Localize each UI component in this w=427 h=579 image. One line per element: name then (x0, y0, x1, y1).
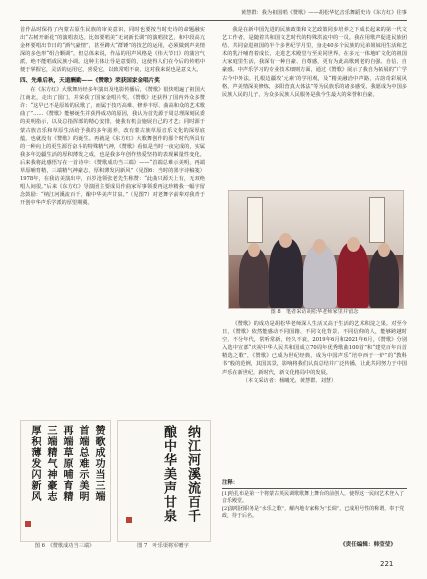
footnotes (222, 480, 407, 520)
wall-scroll-right (369, 197, 385, 243)
responsible-editor: 《责任编辑：韩莹莹》 (340, 542, 396, 548)
right-paragraph-1: 我是在新中国先进的民族政策和文艺政策同步培养之下成长起来的第一代文艺工作者，是随着共和国文艺时代的特殊洪流中的一员。我在用歌声促进民族团结、共同奋进祖国的半个多世纪学月里，身走40多个民族的兄弟姐妹用生活和艺术的乳汁哺育着成长，走进艺术殿堂与至美同世界。在多元一体地旷文化的祖国大家庭里生活，我深有一种自豪、自尊感，更有为此高歌到老的自强、自信、自豪感。中声乐学习的专业技术细则方面，通过《赞歌》展示了我自为拓展的“广学古今中外法，扎根边疆攻‘元素’的学用观，及“精美融洽中声路，古韵奇彩展风格，声美情深美修炼，多阳营真大体法”等为民族乐的诸多感受。我愿成为中国多民族人民的儿子，为众多民族人民服务是我今生最大的荣誉和自豪。 (222, 27, 407, 98)
red-seal-stamp (126, 517, 132, 523)
person-4-head (347, 237, 360, 252)
footnote-1: [1]哈扎布是第一个将蒙古英民调歌歌舞上舞台的前创人，使得这一民间艺术登入了音乐殿堂。 (222, 491, 405, 505)
footnotes-title: 注释： (222, 480, 239, 486)
person-3-head (313, 239, 326, 254)
person-5 (369, 248, 399, 308)
calligraphy-6-col-4: 三端精气神豪志 (45, 425, 56, 502)
person-2 (269, 238, 303, 308)
person-1-head (248, 243, 260, 257)
figure-6-calligraphy (20, 420, 111, 542)
calligraphy-6-col-1: 赞歌成功当三端 (93, 425, 104, 502)
calligraphy-6-col-2: 首端总难示美明 (77, 425, 88, 502)
footnote-2: [2]演唱团职务是“水乐之歌”，解内地专家称为“长调”，已成用号性的称谓，奉于党政，待于后名。 (222, 505, 405, 519)
left-column (20, 26, 205, 207)
right-column-continued (222, 320, 407, 385)
figure-6-caption: 图 6 《赞歌成功当三端》 (34, 543, 95, 549)
person-5-head (378, 243, 390, 257)
red-seal-stamp (25, 521, 31, 527)
right-paragraph-2: 《赞歌》的成功是胡松华老师深人生活又高于生活的艺术积淀之果。对至今日，《赞歌》依然能感动不同国籍、不同文化背景、不同信仰的人，能够跨越时空、不分年代，常听常新，经久不衰。2019年6月和2021年6月，《赞歌》分别入选中宣部“庆祝中华人民共和国成立70周年优秀歌曲100首”和“建党百年百首精选之歌”，《赞歌》已成为世纪经典，成为中国声乐“培中西于一炉”的“教科书”般的范例，其国其景，影响将我们认真总结并广泛传播，让此共同努力于中国声乐在新世纪，新时代，新文化格局中的发展。 (222, 321, 407, 376)
left-paragraph-2: 在《东方红》大歌舞历经多年演出及电影传播后，《赞歌》很快唱遍了祖国大江南北，走出了国门，并荣获了国家金唱片奖。《赞歌》还获得了国内外众多赞许：“这早已不是原始的民歌了，而属于技巧高难、修养丰厚、曲高和众的艺术歌曲了”……《赞歌》能够诞生并获得成功的原因，我认为首先源于周总理深刻民委的美明指示，以及总指挥部的精心安排，使我有机会施展自己的才艺；同时源于蒙古族音乐和草原生活给予我的多年滋养，改有蒙古族草原音乐文化的深厚底蕴，也就没有《赞歌》的诞生。再就是《东方红》大歌舞创作的那个时代所具有的一种向上的更生源吾奋斗的特殊精气神，《赞歌》看似是当时一夜完成的，实属我多年边疆生活的厚积薄发之成，也是我多年创作热爱坚持的表现累量性变化。后来我将此感悟写在一首诗中：《赞歌成功当三端》——“首端总难示美明，再端草原哺育精，三端精气神豪志，厚积薄发闪新风”（见图6：当时的墨字诗稿笺）1978年，在我访美演出中，百岁沧领张老先生称赞：“此曲只源天上有，无双绝唱人间很。”后来《东方红》导演团主要成员作曲家军事领委再这珍精我一幅字留念鼓励：“纳江河溪流百千，酿中华美声甘泉。”（见图7）对老舞字前辈对我青于开创中华声乐学派的厚望期冀。 (20, 87, 205, 207)
figure-8-photo (228, 190, 404, 309)
calligraphy-7-col-2: 酿中华美声甘泉 (161, 425, 176, 523)
page-number: 221 (380, 560, 394, 568)
interviewer-note: （本文采访者：杨曦光、黄慧群、刘慧） (242, 377, 337, 384)
calligraphy-7-col-1: 纳江河溪流百千 (185, 425, 200, 523)
person-1 (239, 248, 269, 308)
figure-8-caption: 图 8 笔者采访胡松华老师家里并留念 (270, 309, 359, 315)
footnotes-divider (222, 488, 407, 489)
left-paragraph-1: 首作品时保持了内蒙古原生民族的审美意识，同时也要按当时史诗的命题融实出“古树开新花”的演唱表达。比如要唱美“无词新长调”的演唱技艺，和中段高亢金杯要唱出节日的“洒气豪情”，甚至蹲大“群锤”的技艺的运用，必须做到声美情深的多色形“组合颗调”。但总体来说，作品的用声风格是《伟大节日》的蒲宫气派，绝不能唱成民族小调。这种主体让导是意要的，这使得人们在今后的传唱中便于掌握它，灵活的运用它，喜爱它，以致常唱不衰，这对我来说也是意义大。 (20, 27, 205, 74)
right-column (222, 26, 407, 99)
person-2-head (279, 233, 292, 248)
wall-scroll-left (247, 197, 263, 243)
figure-7-calligraphy (117, 420, 211, 542)
calligraphy-6-col-3: 再端草原哺育精 (61, 425, 72, 502)
running-header: 黄慧群：我为祖国唱《赞歌》——胡松华忆音乐舞蹈史诗《东方红》往事 (20, 9, 407, 21)
figure-7-caption: 图 7 叶乐渠将军赠字 (137, 543, 189, 549)
section-heading: 四、先难后秋，天道酬勤——《赞歌》荣获国家金唱片奖 (20, 77, 160, 84)
calligraphy-6-col-5: 厚积薄发闪新风 (29, 425, 40, 502)
